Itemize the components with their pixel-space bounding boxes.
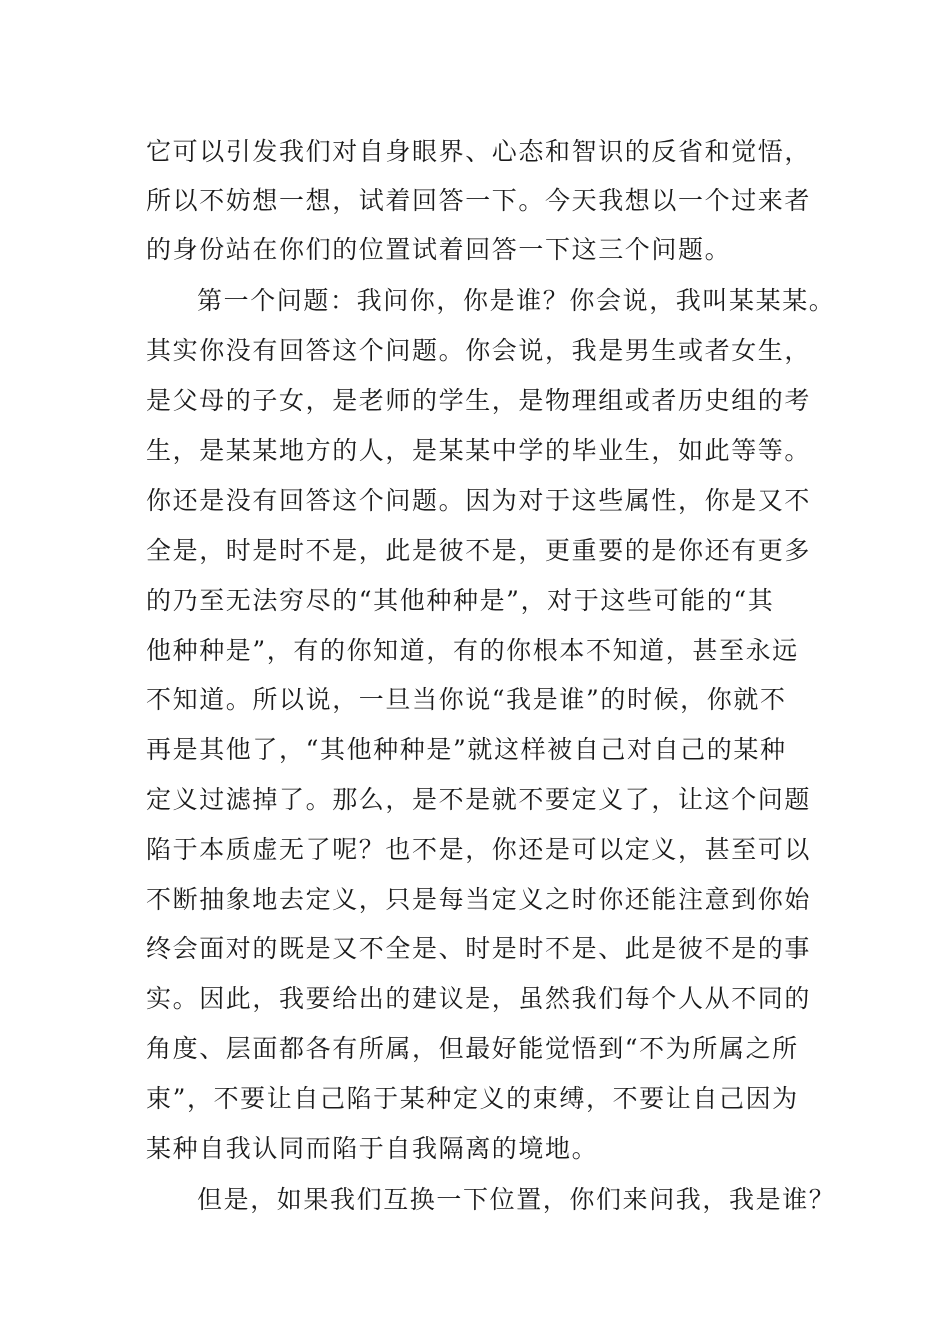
- text-line-6: 是父母的子女，是老师的学生，是物理组或者历史组的考: [146, 386, 812, 415]
- text-line-15: 陷于本质虚无了呢？也不是，你还是可以定义，甚至可以: [146, 835, 812, 864]
- text-line-14: 定义过滤掉了。那么，是不是就不要定义了，让这个问题: [146, 785, 812, 814]
- text-line-17: 终会面对的既是又不全是、时是时不是、此是彼不是的事: [146, 934, 812, 963]
- text-line-12: 不知道。所以说，一旦当你说“我是谁”的时候，你就不: [146, 685, 787, 714]
- text-line-10: 的乃至无法穷尽的“其他种种是”，对于这些可能的“其: [146, 586, 775, 615]
- paragraph-start-line: 但是，如果我们互换一下位置，你们来问我，我是谁？: [197, 1185, 836, 1214]
- text-line-13: 再是其他了，“其他种种是”就这样被自己对自己的某种: [146, 735, 787, 764]
- text-line-20: 束”，不要让自己陷于某种定义的束缚，不要让自己因为: [146, 1084, 799, 1113]
- text-line-1: 它可以引发我们对自身眼界、心态和智识的反省和觉悟，: [146, 137, 812, 166]
- text-line-19: 角度、层面都各有所属，但最好能觉悟到“不为所属之所: [146, 1034, 799, 1063]
- text-line-9: 全是，时是时不是，此是彼不是，更重要的是你还有更多: [146, 536, 812, 565]
- text-line-16: 不断抽象地去定义，只是每当定义之时你还能注意到你始: [146, 885, 812, 914]
- text-line-18: 实。因此，我要给出的建议是，虽然我们每个人从不同的: [146, 984, 812, 1013]
- text-line-11: 他种种是”，有的你知道，有的你根本不知道，甚至永远: [146, 636, 799, 665]
- text-line-5: 其实你没有回答这个问题。你会说，我是男生或者女生，: [146, 336, 812, 365]
- text-line-7: 生，是某某地方的人，是某某中学的毕业生，如此等等。: [146, 436, 812, 465]
- text-line-3: 的身份站在你们的位置试着回答一下这三个问题。: [146, 235, 732, 264]
- text-line-21: 某种自我认同而陷于自我隔离的境地。: [146, 1134, 599, 1163]
- text-line-2: 所以不妨想一想，试着回答一下。今天我想以一个过来者: [146, 186, 812, 215]
- text-line-8: 你还是没有回答这个问题。因为对于这些属性，你是又不: [146, 486, 812, 515]
- paragraph-start-line: 第一个问题：我问你，你是谁？你会说，我叫某某某。: [197, 286, 836, 315]
